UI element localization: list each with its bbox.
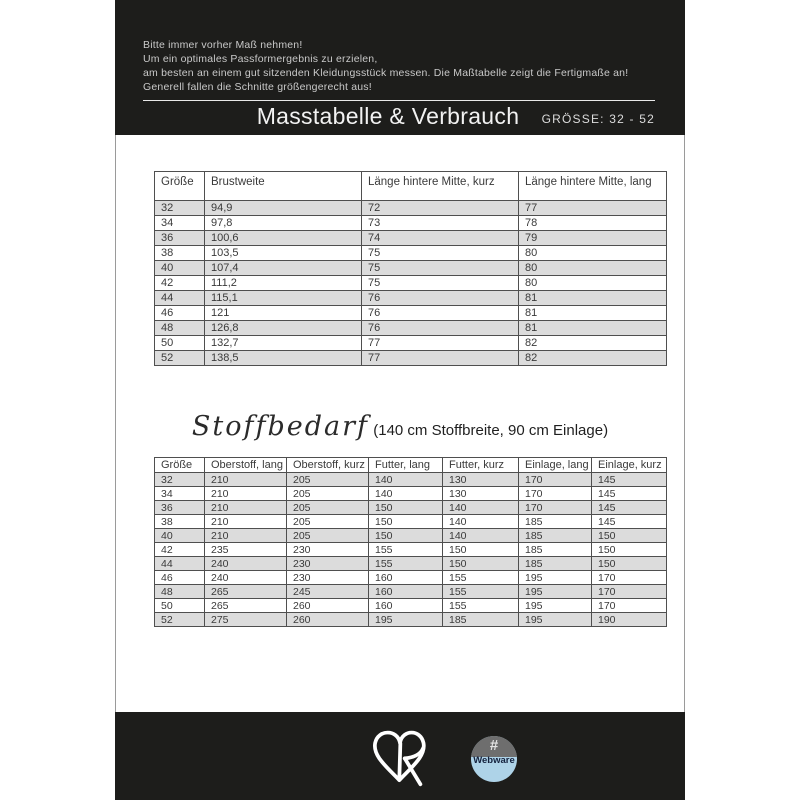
table-row (155, 529, 667, 543)
table-cell: 80 (519, 246, 667, 261)
table-cell: 42 (155, 543, 205, 557)
table-cell: 130 (443, 473, 519, 487)
table-cell: 79 (519, 231, 667, 246)
table-cell: 210 (205, 529, 287, 543)
table-cell: 111,2 (205, 276, 362, 291)
table-cell: 195 (369, 613, 443, 627)
table-cell: 155 (369, 543, 443, 557)
table-cell: 155 (443, 585, 519, 599)
table-cell: 40 (155, 529, 205, 543)
table-row (155, 473, 667, 487)
table-cell: 138,5 (205, 351, 362, 366)
table-cell: 72 (362, 201, 519, 216)
table-cell: 44 (155, 291, 205, 306)
table-cell: 126,8 (205, 321, 362, 336)
table-cell: 160 (369, 599, 443, 613)
table-cell: 145 (592, 487, 667, 501)
table-cell: 195 (519, 613, 592, 627)
table-cell: 235 (205, 543, 287, 557)
hash-grid-icon: # (489, 737, 499, 754)
table-cell: 80 (519, 261, 667, 276)
table-cell: 103,5 (205, 246, 362, 261)
table-cell: 77 (362, 336, 519, 351)
column-header: Größe (155, 172, 205, 201)
table-row (155, 487, 667, 501)
table-row (155, 585, 667, 599)
column-header: Größe (155, 458, 205, 473)
table-row (155, 321, 667, 336)
table-cell: 195 (519, 599, 592, 613)
table-cell: 185 (519, 515, 592, 529)
table-cell: 36 (155, 501, 205, 515)
table-cell: 170 (519, 501, 592, 515)
table-row (155, 261, 667, 276)
table-cell: 75 (362, 261, 519, 276)
table-cell: 185 (519, 543, 592, 557)
header-band (115, 0, 685, 135)
intro-line: Generell fallen die Schnitte größengerecht aus! (143, 81, 372, 93)
table-cell: 50 (155, 336, 205, 351)
column-header: Einlage, kurz (592, 458, 667, 473)
column-header: Länge hintere Mitte, lang (519, 172, 667, 201)
table-cell: 205 (287, 487, 369, 501)
table-cell: 260 (287, 599, 369, 613)
table-cell: 230 (287, 557, 369, 571)
table-cell: 205 (287, 501, 369, 515)
table-cell: 230 (287, 543, 369, 557)
table-cell: 100,6 (205, 231, 362, 246)
table-cell: 155 (443, 599, 519, 613)
webware-badge (471, 736, 517, 782)
table-cell: 82 (519, 351, 667, 366)
table-row (155, 246, 667, 261)
header-divider (143, 100, 655, 101)
table-cell: 155 (443, 571, 519, 585)
table-cell: 82 (519, 336, 667, 351)
table-cell: 195 (519, 585, 592, 599)
table-cell: 265 (205, 585, 287, 599)
table-cell: 145 (592, 501, 667, 515)
table-cell: 205 (287, 473, 369, 487)
table-cell: 245 (287, 585, 369, 599)
column-header: Futter, lang (369, 458, 443, 473)
table-cell: 140 (443, 501, 519, 515)
table-cell: 150 (592, 529, 667, 543)
table-cell: 81 (519, 321, 667, 336)
table-cell: 34 (155, 487, 205, 501)
table-cell: 145 (592, 473, 667, 487)
table-cell: 275 (205, 613, 287, 627)
table-row (155, 306, 667, 321)
table-cell: 210 (205, 501, 287, 515)
table-row (155, 501, 667, 515)
table-cell: 46 (155, 306, 205, 321)
table-cell: 48 (155, 585, 205, 599)
table-cell: 97,8 (205, 216, 362, 231)
table-cell: 38 (155, 246, 205, 261)
fabric-section-heading (116, 411, 684, 442)
table-cell: 190 (592, 613, 667, 627)
table-cell: 50 (155, 599, 205, 613)
table-cell: 76 (362, 321, 519, 336)
table-row (155, 557, 667, 571)
table-row (155, 543, 667, 557)
table-cell: 77 (362, 351, 519, 366)
table-cell: 210 (205, 515, 287, 529)
table-cell: 121 (205, 306, 362, 321)
header-row (155, 458, 667, 473)
fabric-consumption-table (154, 457, 667, 627)
webware-badge-label: Webware (473, 755, 515, 766)
table-cell: 78 (519, 216, 667, 231)
table-cell: 40 (155, 261, 205, 276)
table-cell: 48 (155, 321, 205, 336)
table-row (155, 291, 667, 306)
table-cell: 160 (369, 571, 443, 585)
column-header: Einlage, lang (519, 458, 592, 473)
table-cell: 42 (155, 276, 205, 291)
table-cell: 170 (592, 599, 667, 613)
page-title: Masstabelle & Verbrauch (256, 103, 520, 129)
table-cell: 132,7 (205, 336, 362, 351)
table-cell: 130 (443, 487, 519, 501)
column-header: Brustweite (205, 172, 362, 201)
column-header: Oberstoff, kurz (287, 458, 369, 473)
column-header: Oberstoff, lang (205, 458, 287, 473)
table-cell: 44 (155, 557, 205, 571)
table-row (155, 336, 667, 351)
table-row (155, 351, 667, 366)
footer-band (115, 712, 685, 800)
table-cell: 265 (205, 599, 287, 613)
table-cell: 80 (519, 276, 667, 291)
table-cell: 140 (369, 487, 443, 501)
table-cell: 150 (443, 557, 519, 571)
table-cell: 150 (369, 529, 443, 543)
table-cell: 75 (362, 276, 519, 291)
table-cell: 210 (205, 487, 287, 501)
header-row (155, 172, 667, 201)
table-row (155, 571, 667, 585)
table-cell: 170 (592, 571, 667, 585)
size-range-label: GRÖSSE: 32 - 52 (541, 112, 655, 126)
table-cell: 77 (519, 201, 667, 216)
table-cell: 185 (443, 613, 519, 627)
table-cell: 260 (287, 613, 369, 627)
table-cell: 140 (443, 529, 519, 543)
table-row (155, 613, 667, 627)
table-cell: 155 (369, 557, 443, 571)
table-row (155, 216, 667, 231)
table-cell: 32 (155, 201, 205, 216)
intro-line: Bitte immer vorher Maß nehmen! (143, 39, 303, 51)
table-cell: 185 (519, 557, 592, 571)
fabric-section-script-title: Stoffbedarf (191, 411, 370, 442)
table-cell: 94,9 (205, 201, 362, 216)
table-cell: 205 (287, 529, 369, 543)
page-body (115, 135, 685, 712)
table-cell: 240 (205, 571, 287, 585)
column-header: Länge hintere Mitte, kurz (362, 172, 519, 201)
table-cell: 32 (155, 473, 205, 487)
heart-k-brand-icon (365, 721, 435, 789)
table-cell: 34 (155, 216, 205, 231)
table-cell: 81 (519, 306, 667, 321)
table-cell: 230 (287, 571, 369, 585)
table-cell: 52 (155, 351, 205, 366)
table-cell: 74 (362, 231, 519, 246)
table-cell: 170 (592, 585, 667, 599)
measurement-table (154, 171, 667, 366)
table-cell: 240 (205, 557, 287, 571)
table-cell: 140 (443, 515, 519, 529)
table-cell: 150 (592, 557, 667, 571)
intro-text (143, 38, 665, 94)
table-row (155, 515, 667, 529)
table-row (155, 599, 667, 613)
table-cell: 75 (362, 246, 519, 261)
table-cell: 36 (155, 231, 205, 246)
table-cell: 140 (369, 473, 443, 487)
table-row (155, 231, 667, 246)
table-cell: 107,4 (205, 261, 362, 276)
table-cell: 195 (519, 571, 592, 585)
table-cell: 170 (519, 473, 592, 487)
table-cell: 150 (443, 543, 519, 557)
pattern-sheet-page (115, 0, 685, 800)
table-cell: 150 (592, 543, 667, 557)
table-cell: 150 (369, 515, 443, 529)
table-row (155, 276, 667, 291)
table-cell: 46 (155, 571, 205, 585)
table-cell: 160 (369, 585, 443, 599)
intro-line: am besten an einem gut sitzenden Kleidungsstück messen. Die Maßtabelle zeigt die Fertigmaße an! (143, 67, 629, 79)
fabric-section-subtitle: (140 cm Stoffbreite, 90 cm Einlage) (369, 422, 609, 439)
table-cell: 150 (369, 501, 443, 515)
table-cell: 145 (592, 515, 667, 529)
table-cell: 52 (155, 613, 205, 627)
intro-line: Um ein optimales Passformergebnis zu erzielen, (143, 53, 378, 65)
table-cell: 185 (519, 529, 592, 543)
table-cell: 81 (519, 291, 667, 306)
table-cell: 76 (362, 306, 519, 321)
table-cell: 210 (205, 473, 287, 487)
table-cell: 170 (519, 487, 592, 501)
table-cell: 205 (287, 515, 369, 529)
table-row (155, 201, 667, 216)
table-cell: 38 (155, 515, 205, 529)
column-header: Futter, kurz (443, 458, 519, 473)
table-cell: 73 (362, 216, 519, 231)
table-cell: 115,1 (205, 291, 362, 306)
table-cell: 76 (362, 291, 519, 306)
